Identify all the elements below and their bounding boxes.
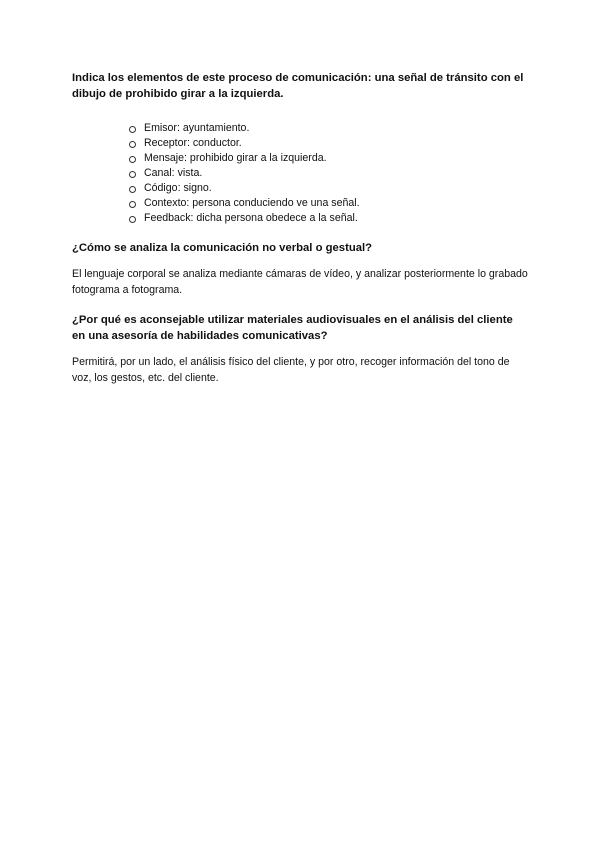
- list-item-text: Código: signo.: [144, 182, 212, 194]
- list-item-text: Feedback: dicha persona obedece a la señal.: [144, 212, 358, 224]
- list-item-text: Contexto: persona conduciendo ve una señal.: [144, 197, 360, 209]
- list-item: [129, 166, 528, 181]
- circle-bullet-icon: [129, 186, 136, 193]
- list-item-text: Canal: vista.: [144, 167, 203, 179]
- list-item: [129, 211, 528, 226]
- list-item: [129, 121, 528, 136]
- list-item: [129, 181, 528, 196]
- question-1: Indica los elementos de este proceso de comunicación: una señal de tránsito con el dibujo de prohibido girar a la izquierda.: [72, 72, 524, 100]
- answer-2: El lenguaje corporal se analiza mediante cámaras de vídeo, y analizar posteriormente lo grabado fotograma a fotograma.: [72, 268, 528, 296]
- list-item-text: Receptor: conductor.: [144, 137, 242, 149]
- circle-bullet-icon: [129, 216, 136, 223]
- list-item: [129, 196, 528, 211]
- list-item: [129, 136, 528, 151]
- question-3: ¿Por qué es aconsejable utilizar materiales audiovisuales en el análisis del cliente en una asesoría de habilidades comunicativas?: [72, 314, 513, 342]
- question-2: ¿Cómo se analiza la comunicación no verbal o gestual?: [72, 242, 373, 254]
- list-item: [129, 151, 528, 166]
- circle-bullet-icon: [129, 171, 136, 178]
- list-item-text: Mensaje: prohibido girar a la izquierda.: [144, 152, 327, 164]
- list-item-text: Emisor: ayuntamiento.: [144, 122, 250, 134]
- answer-3: Permitirá, por un lado, el análisis físico del cliente, y por otro, recoger información del tono de voz, los gestos, etc. del cliente.: [72, 356, 510, 384]
- circle-bullet-icon: [129, 156, 136, 163]
- circle-bullet-icon: [129, 126, 136, 133]
- communication-elements-list: [72, 121, 528, 226]
- circle-bullet-icon: [129, 201, 136, 208]
- document-page: [72, 70, 528, 386]
- circle-bullet-icon: [129, 141, 136, 148]
